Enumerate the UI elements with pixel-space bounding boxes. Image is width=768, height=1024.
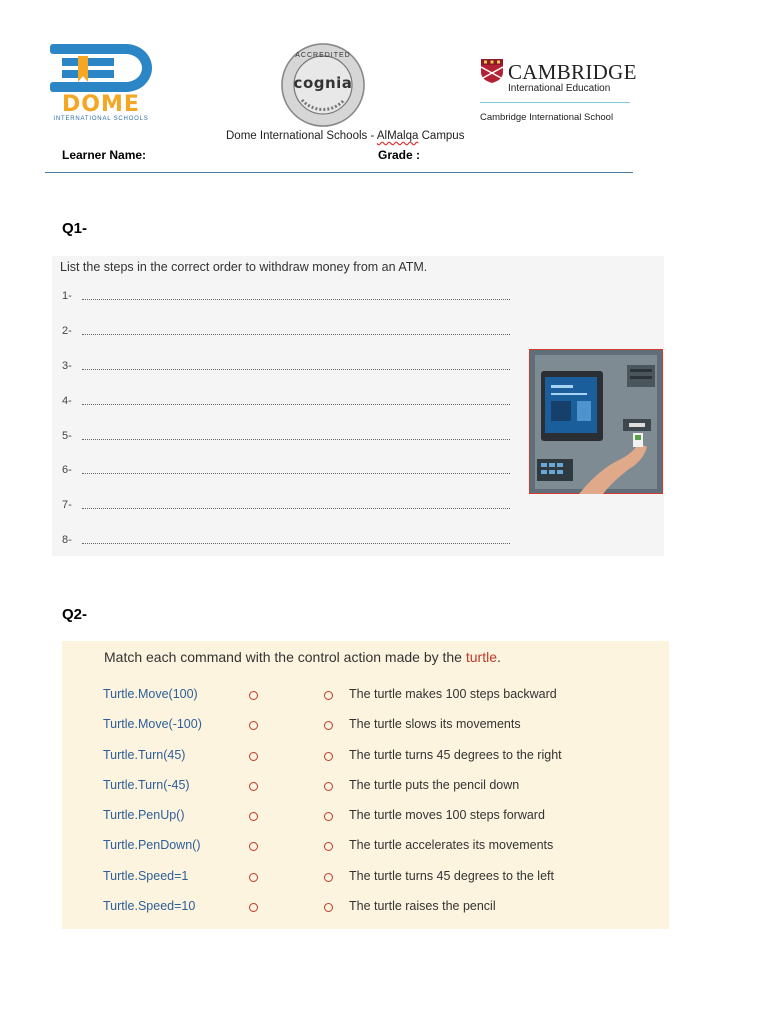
command-label: Turtle.PenDown() [103,838,201,852]
action-label: The turtle slows its movements [349,717,521,731]
command-label: Turtle.Turn(-45) [103,778,190,792]
action-label: The turtle makes 100 steps backward [349,687,557,701]
cambridge-divider [480,102,630,103]
match-row [62,778,669,798]
action-connector-dot[interactable] [324,903,333,912]
cognia-badge [280,42,366,128]
answer-line[interactable] [62,290,512,304]
q2-instruction [104,649,501,665]
atm-machine-icon [529,349,663,494]
header-divider [45,172,633,173]
command-connector-dot[interactable] [249,842,258,851]
atm-photo [529,349,663,494]
command-label: Turtle.Turn(45) [103,748,186,762]
dome-logo [48,42,158,124]
q2-instruction-text: Match each command with the control action made by the [104,649,466,665]
step-number: 3- [62,360,72,372]
cambridge-shield-icon [480,58,504,84]
match-row [62,717,669,737]
action-connector-dot[interactable] [324,873,333,882]
step-number: 5- [62,430,72,442]
action-connector-dot[interactable] [324,752,333,761]
command-connector-dot[interactable] [249,873,258,882]
cambridge-school-label: Cambridge International School [480,112,614,123]
learner-name-label: Learner Name: [62,148,147,162]
action-connector-dot[interactable] [324,812,333,821]
grade-label: Grade : [378,148,421,162]
step-number: 4- [62,395,72,407]
dome-subtitle: INTERNATIONAL SCHOOLS [53,116,149,122]
dotted-line [82,404,510,405]
cambridge-title: CAMBRIDGE [508,60,637,84]
command-connector-dot[interactable] [249,812,258,821]
step-number: 8- [62,534,72,546]
command-connector-dot[interactable] [249,903,258,912]
dotted-line [82,543,510,544]
answer-line[interactable] [62,325,512,339]
dotted-line [82,473,510,474]
command-label: Turtle.Speed=1 [103,869,189,883]
dome-d-icon [48,42,158,94]
action-label: The turtle moves 100 steps forward [349,808,545,822]
answer-line[interactable] [62,430,512,444]
q1-instruction: List the steps in the correct order to withdraw money from an ATM. [60,260,428,274]
command-connector-dot[interactable] [249,691,258,700]
answer-line[interactable] [62,534,512,548]
dotted-line [82,439,510,440]
match-row [62,838,669,858]
action-label: The turtle turns 45 degrees to the left [349,869,554,883]
action-connector-dot[interactable] [324,782,333,791]
dotted-line [82,369,510,370]
match-row [62,869,669,889]
command-connector-dot[interactable] [249,782,258,791]
campus-name: AlMalqa [376,130,419,142]
command-label: Turtle.Move(100) [103,687,198,701]
dome-wordmark: DOME [62,92,140,117]
command-label: Turtle.Speed=10 [103,899,196,913]
campus-suffix: Campus [418,130,465,142]
action-connector-dot[interactable] [324,721,333,730]
dotted-line [82,334,510,335]
match-row [62,899,669,919]
cambridge-subtitle: International Education [508,83,611,94]
dotted-line [82,508,510,509]
action-connector-dot[interactable] [324,691,333,700]
cambridge-logo [480,56,640,131]
q2-turtle-highlight: turtle [465,649,497,665]
action-label: The turtle raises the pencil [349,899,496,913]
cognia-ring-text: ACCREDITED [295,52,351,59]
q2-instruction-period: . [496,649,501,665]
command-connector-dot[interactable] [249,721,258,730]
action-connector-dot[interactable] [324,842,333,851]
action-label: The turtle puts the pencil down [349,778,520,792]
campus-line [226,130,464,142]
step-number: 2- [62,325,72,337]
command-label: Turtle.PenUp() [103,808,185,822]
step-number: 7- [62,499,72,511]
answer-line[interactable] [62,395,512,409]
command-label: Turtle.Move(-100) [103,717,202,731]
q2-panel [62,641,669,929]
match-row [62,748,669,768]
q2-label: Q2- [62,606,88,623]
match-row [62,808,669,828]
answer-line[interactable] [62,499,512,513]
answer-line[interactable] [62,360,512,374]
campus-prefix: Dome International Schools - [226,130,377,142]
q1-label: Q1- [62,220,88,237]
dotted-line [82,299,510,300]
step-number: 6- [62,464,72,476]
command-connector-dot[interactable] [249,752,258,761]
action-label: The turtle turns 45 degrees to the right [349,748,562,762]
answer-line[interactable] [62,464,512,478]
cognia-wordmark: cognia [293,74,353,92]
step-number: 1- [62,290,72,302]
action-label: The turtle accelerates its movements [349,838,554,852]
match-row [62,687,669,707]
